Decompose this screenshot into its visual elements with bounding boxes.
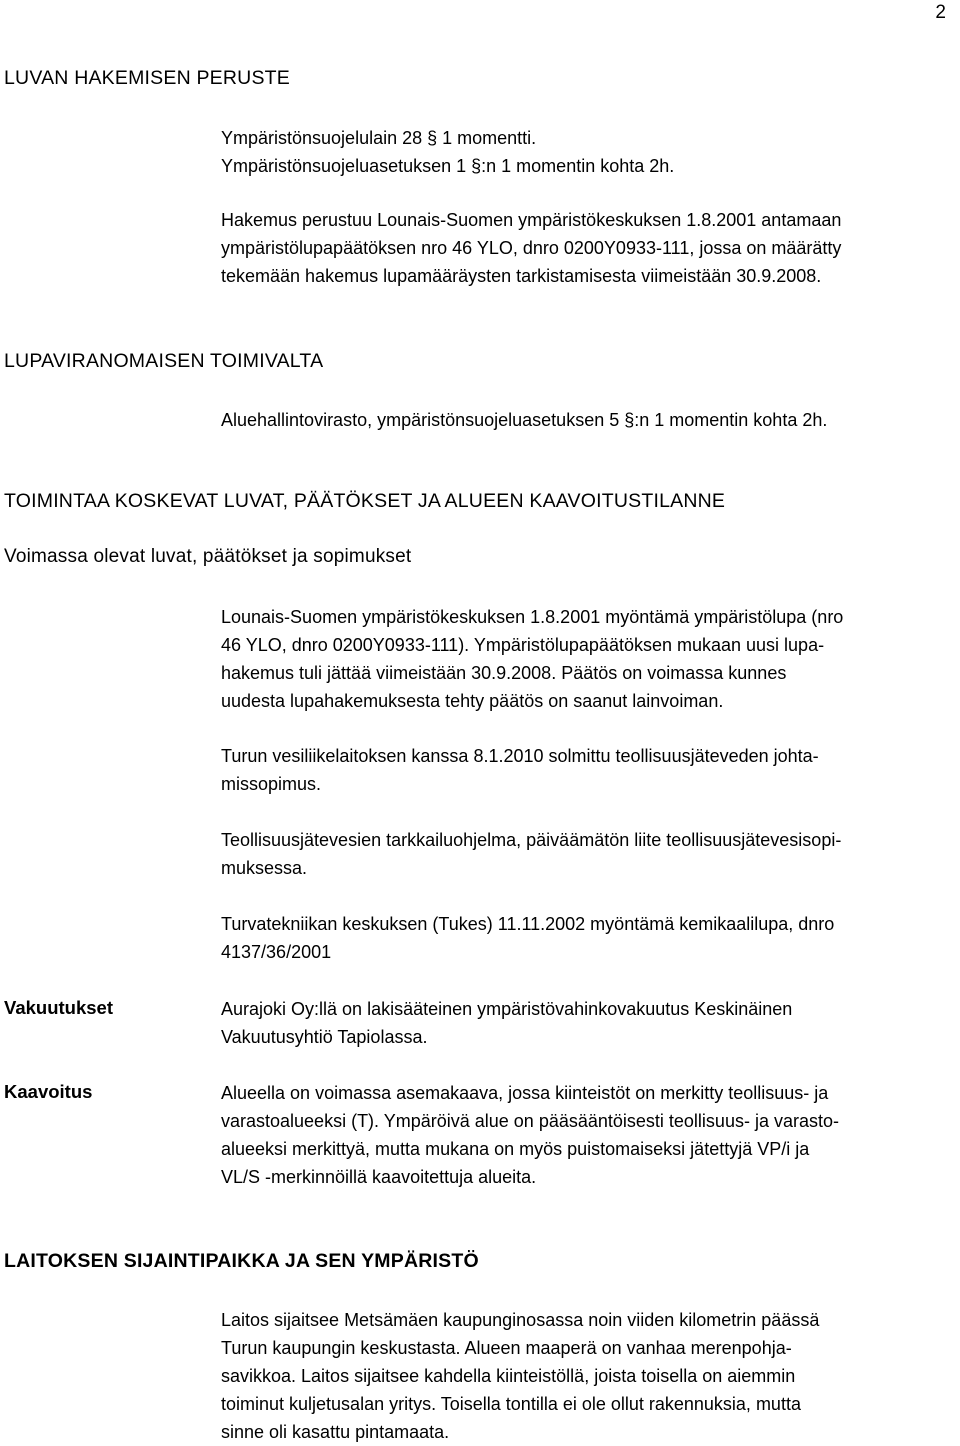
section-heading-luvan-hakemisen-peruste: LUVAN HAKEMISEN PERUSTE [4, 67, 290, 89]
text-line: Laitos sijaitsee Metsämäen kaupunginosassa noin viiden kilometrin päässä [221, 1310, 820, 1330]
text-line: muksessa. [221, 858, 308, 878]
text-line: Turvatekniikan keskuksen (Tukes) 11.11.2002 myöntämä kemikaalilupa, dnro [221, 914, 835, 934]
text-line: savikkoa. Laitos sijaitsee kahdella kiinteistöllä, joista toisella on aiemmin [221, 1366, 796, 1386]
location-paragraph [221, 1306, 819, 1446]
text-line: uudesta lupahakemuksesta tehty päätös on saanut lainvoiman. [221, 691, 724, 711]
text-line: Teollisuusjätevesien tarkkailuohjelma, päiväämätön liite teollisuusjätevesisopi- [221, 830, 842, 850]
text-line: Ympäristönsuojeluasetuksen 1 §:n 1 momentin kohta 2h. [221, 156, 675, 176]
text-line: 46 YLO, dnro 0200Y0933-111). Ympäristölupapäätöksen mukaan uusi lupa- [221, 635, 825, 655]
text-line: sinne oli kasattu pintamaata. [221, 1422, 450, 1442]
zoning-paragraph [221, 1079, 839, 1191]
section-heading-toimintaa-koskevat: TOIMINTAA KOSKEVAT LUVAT, PÄÄTÖKSET JA ALUEEN KAAVOITUSTILANNE [4, 490, 726, 512]
monitoring-program-paragraph [221, 826, 841, 882]
text-line: Turun kaupungin keskustasta. Alueen maaperä on vanhaa merenpohja- [221, 1338, 792, 1358]
chemical-permit-paragraph [221, 910, 834, 966]
text-line: Aurajoki Oy:llä on lakisääteinen ympäristövahinkovakuutus Keskinäinen [221, 999, 793, 1019]
text-line: tekemään hakemus lupamääräysten tarkistamisesta viimeistään 30.9.2008. [221, 266, 822, 286]
label-kaavoitus: Kaavoitus [4, 1081, 93, 1102]
section-heading-laitoksen-sijaintipaikka: LAITOKSEN SIJAINTIPAIKKA JA SEN YMPÄRISTÖ [4, 1250, 479, 1272]
sewer-agreement-paragraph [221, 742, 819, 798]
insurance-paragraph [221, 995, 792, 1051]
permit-paragraph [221, 603, 959, 715]
text-line: Vakuutusyhtiö Tapiolassa. [221, 1027, 428, 1047]
text-line: hakemus tuli jättää viimeistään 30.9.2008. Päätös on voimassa kunnes [221, 663, 787, 683]
application-paragraph [221, 206, 841, 290]
text-line: Ympäristönsuojelulain 28 § 1 momentti. [221, 128, 537, 148]
text-line: Hakemus perustuu Lounais-Suomen ympäristökeskuksen 1.8.2001 antamaan [221, 210, 842, 230]
text-line: alueeksi merkittyä, mutta mukana on myös puistomaiseksi jätettyjä VP/i ja [221, 1139, 810, 1159]
legal-basis-block [221, 124, 674, 180]
text-line: varastoalueeksi (T). Ympäröivä alue on pääsääntöisesti teollisuus- ja varasto- [221, 1111, 839, 1131]
label-vakuutukset: Vakuutukset [4, 997, 113, 1018]
text-line: Alueella on voimassa asemakaava, jossa kiinteistöt on merkitty teollisuus- ja [221, 1083, 829, 1103]
text-line: 4137/36/2001 [221, 942, 332, 962]
subheading-voimassa-olevat: Voimassa olevat luvat, päätökset ja sopimukset [4, 546, 412, 567]
text-line: ympäristölupapäätöksen nro 46 YLO, dnro 0200Y0933-111, jossa on määrätty [221, 238, 842, 258]
text-line: VL/S -merkinnöillä kaavoitettuja alueita. [221, 1167, 537, 1187]
text-line: Turun vesiliikelaitoksen kanssa 8.1.2010 solmittu teollisuusjäteveden johta- [221, 746, 819, 766]
authority-text [221, 406, 827, 434]
page-number: 2 [935, 2, 946, 23]
text-line: toiminut kuljetusalan yritys. Toisella tontilla ei ole ollut rakennuksia, mutta [221, 1394, 801, 1414]
text-line: Lounais-Suomen ympäristökeskuksen 1.8.2001 myöntämä ympäristölupa (nro [221, 607, 844, 627]
text-line: missopimus. [221, 774, 322, 794]
text-line: Aluehallintovirasto, ympäristönsuojeluasetuksen 5 §:n 1 momentin kohta 2h. [221, 410, 828, 430]
section-heading-lupaviranomaisen-toimivalta: LUPAVIRANOMAISEN TOIMIVALTA [4, 350, 324, 372]
